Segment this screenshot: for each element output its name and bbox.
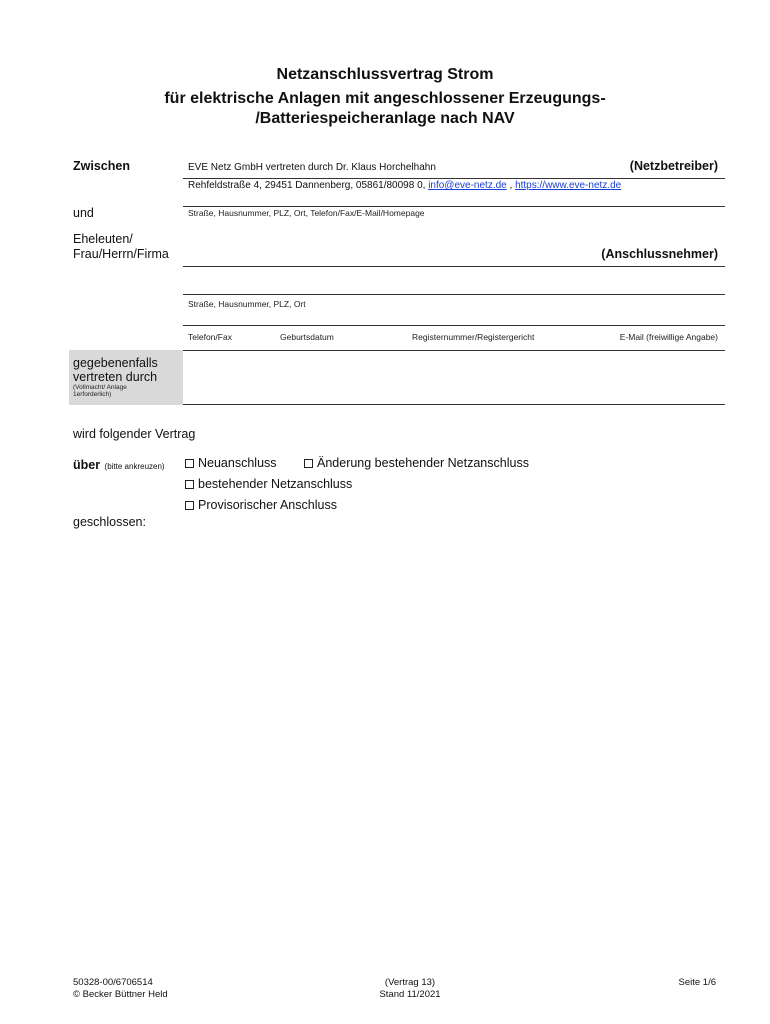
footer-version: (Vertrag 13) [384, 977, 436, 988]
represented-top-rule [183, 350, 725, 351]
document-subtitle-line-1: für elektrische Anlagen mit angeschlossener Erzeugungs- [164, 90, 606, 107]
contract-intro: wird folgender Vertrag [73, 427, 196, 441]
footer-copyright: © Becker Büttner Held [73, 989, 168, 1000]
option-existing-connection[interactable] [185, 477, 352, 491]
and-label: und [73, 206, 94, 220]
email-column-caption: E-Mail (freiwillige Angabe) [619, 332, 718, 342]
option-existing-connection-label: bestehender Netzanschluss [198, 477, 353, 491]
checkbox-existing-connection[interactable] [185, 480, 194, 489]
phone-column-caption: Telefon/Fax [188, 332, 232, 342]
birthdate-column-caption: Geburtsdatum [280, 332, 334, 342]
option-new-connection[interactable] [185, 456, 277, 470]
register-column-caption: Registernummer/Registergericht [412, 332, 535, 342]
option-change-connection[interactable] [304, 456, 529, 470]
operator-website-link[interactable]: https://www.eve-netz.de [515, 180, 622, 191]
contract-closing: geschlossen: [73, 515, 146, 529]
operator-role: (Netzbetreiber) [629, 159, 718, 173]
checkbox-new-connection[interactable] [185, 459, 194, 468]
customer-address-caption: Straße, Hausnummer, PLZ, Ort [188, 299, 306, 309]
between-label: Zwischen [73, 159, 130, 173]
represented-note-line-2: 1erforderlich) [73, 391, 112, 398]
customer-contact-rule[interactable] [183, 325, 725, 326]
about-hint: (bitte ankreuzen) [104, 462, 165, 471]
operator-rule [183, 178, 725, 179]
checkbox-change-connection[interactable] [304, 459, 313, 468]
operator-name: EVE Netz GmbH vertreten durch Dr. Klaus Horchelhahn [188, 162, 436, 173]
option-provisional-connection-label: Provisorischer Anschluss [198, 498, 337, 512]
customer-label-line-2: Frau/Herrn/Firma [73, 247, 169, 261]
represented-label-line-1: gegebenenfalls [73, 356, 158, 370]
operator-email-link[interactable]: info@eve-netz.de [428, 180, 507, 191]
option-new-connection-label: Neuanschluss [198, 456, 277, 470]
represented-label-line-2: vertreten durch [73, 370, 158, 384]
customer-name-rule[interactable] [183, 266, 725, 267]
document-title: Netzanschlussvertrag Strom [276, 66, 494, 83]
represented-note-line-1: (Vollmacht/ Anlage [73, 384, 127, 391]
address-separator: , [509, 180, 513, 191]
operator-address-rule [183, 206, 725, 207]
option-change-connection-label: Änderung bestehender Netzanschluss [317, 456, 529, 470]
customer-address-rule[interactable] [183, 294, 725, 295]
footer-doc-number: 50328-00/6706514 [73, 977, 153, 988]
about-label: über [73, 458, 101, 472]
footer-page-number: Seite 1/6 [678, 977, 716, 988]
represented-label-box [69, 350, 183, 405]
checkbox-provisional-connection[interactable] [185, 501, 194, 510]
operator-address-line [188, 180, 621, 191]
document-subtitle-line-2: /Batteriespeicheranlage nach NAV [255, 110, 515, 127]
customer-label-line-1: Eheleuten/ [73, 232, 133, 246]
customer-role: (Anschlussnehmer) [601, 247, 718, 261]
option-provisional-connection[interactable] [185, 498, 337, 512]
operator-address-caption: Straße, Hausnummer, PLZ, Ort, Telefon/Fax/E-Mail/Homepage [188, 208, 425, 218]
footer-date: Stand 11/2021 [379, 989, 441, 1000]
represented-bottom-rule[interactable] [183, 404, 725, 405]
operator-address: Rehfeldstraße 4, 29451 Dannenberg, 05861/80098 0, [188, 180, 426, 191]
about-label-group [73, 456, 165, 474]
